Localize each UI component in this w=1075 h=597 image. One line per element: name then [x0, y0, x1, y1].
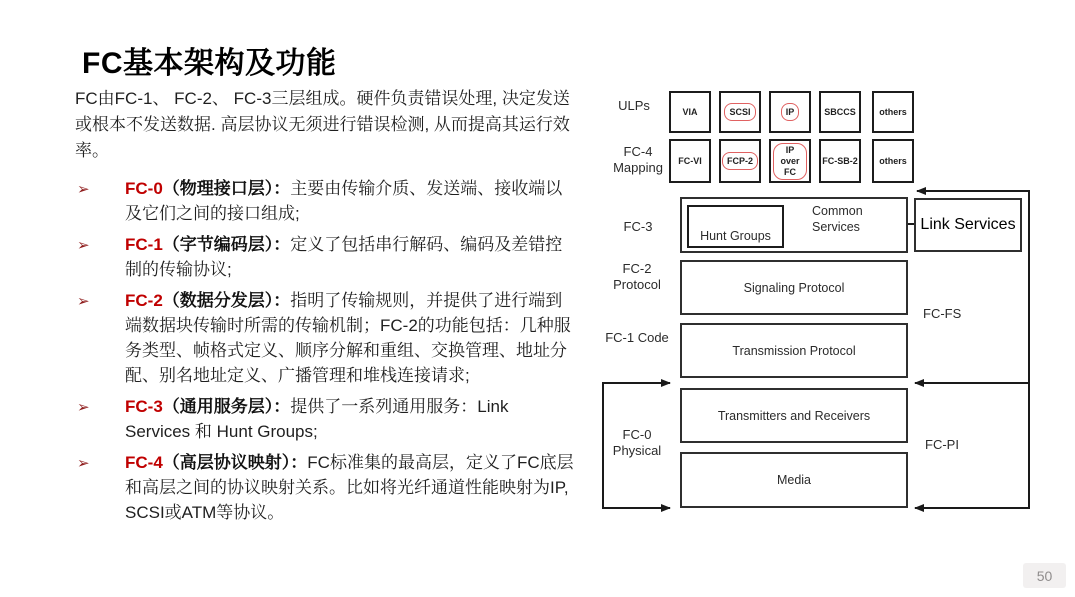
signaling-protocol-label: Signaling Protocol [743, 280, 845, 295]
fc-architecture-diagram [598, 78, 1035, 523]
fc4-box-label: others [879, 156, 907, 166]
intro-paragraph: FC由FC-1、 FC-2、 FC-3三层组成。硬件负责错误处理, 决定发送或根本不发送数据. 高层协议无须进行错误检测, 从而提高其运行效率。 [75, 89, 570, 160]
fc4-box-fcsb2 [819, 139, 861, 183]
ulp-box-label: SBCCS [824, 107, 856, 117]
bullet-arrow-icon: ➢ [77, 237, 90, 254]
row-label-ulps: ULPs [618, 98, 650, 113]
transmitters-receivers-box [680, 388, 908, 443]
bullet-desc: 指明了传输规则，并提供了进行端到端数据块传输时所需的传输机制；FC-2的功能包括：几种服务类型、帧格式定义、顺序分解和重组、交换管理、地址分配、别名地址定义、广播管理和堆栈连接请求; [125, 291, 571, 385]
fc4-box-fcp2 [719, 139, 761, 183]
ulp-box-label-highlighted: SCSI [724, 103, 755, 121]
ulp-box-label: others [879, 107, 907, 117]
bullet-arrow-icon: ➢ [77, 399, 90, 416]
link-services-label: Link Services [920, 216, 1016, 233]
bullet-item-fc2 [75, 288, 575, 388]
page-title: FC基本架构及功能 [82, 47, 337, 80]
ulp-box-label-highlighted: IP [781, 103, 800, 121]
bullet-arrow-icon: ➢ [77, 293, 90, 310]
bullet-label: （通用服务层）： [162, 397, 291, 416]
hunt-groups-box [687, 205, 784, 248]
bullet-arrow-icon: ➢ [77, 455, 90, 472]
ulp-box-scsi [719, 91, 761, 133]
ulp-box-ip [769, 91, 811, 133]
bullet-item-fc3 [75, 394, 575, 444]
bullet-desc: 定义了包括串行解码、编码及差错控制的传输协议; [125, 235, 563, 279]
page-number-badge [1023, 563, 1066, 588]
ulp-box-sbccs [819, 91, 861, 133]
media-box [680, 452, 908, 508]
ulp-box-others [872, 91, 914, 133]
bullet-desc: FC标准集的最高层，定义了FC底层和高层之间的协议映射关系。比如将光纤通道性能映射为IP, SCSI或ATM等协议。 [125, 453, 574, 522]
bullet-item-fc4 [75, 450, 575, 525]
bullet-list [75, 176, 575, 531]
bullet-term: FC-3 [125, 397, 163, 416]
row-label-fc1: FC-1 Code [605, 330, 669, 345]
fc4-box-others [872, 139, 914, 183]
hunt-groups-label: Hunt Groups [700, 229, 771, 243]
fcpi-standard-label: FC-PI [925, 437, 959, 452]
bullet-label: （物理接口层）： [162, 179, 291, 198]
page-number: 50 [1036, 567, 1053, 584]
signaling-protocol-box [680, 260, 908, 315]
link-services-box [914, 198, 1022, 252]
bullet-label: （数据分发层）： [162, 291, 291, 310]
bullet-desc: 主要由传输介质、发送端、接收端以及它们之间的接口组成; [125, 179, 563, 223]
row-label-fc3: FC-3 [623, 219, 653, 234]
row-label-fc4: FC-4 Mapping [613, 144, 663, 175]
fc4-box-ipoverfc [769, 139, 811, 183]
media-label: Media [776, 473, 812, 487]
row-label-fc0: FC-0 Physical [612, 427, 662, 458]
bullet-label: （字节编码层）： [162, 235, 291, 254]
bullet-term: FC-0 [125, 179, 163, 198]
transmission-protocol-label: Transmission Protocol [732, 343, 856, 358]
bullet-arrow-icon: ➢ [77, 181, 90, 198]
fc4-box-fcvi [669, 139, 711, 183]
ulp-box-via [669, 91, 711, 133]
fc4-box-label: FC-VI [678, 156, 702, 166]
transmission-protocol-box [680, 323, 908, 378]
bullet-item-fc0 [75, 176, 575, 226]
bullet-term: FC-1 [125, 235, 163, 254]
bullet-item-fc1 [75, 232, 575, 282]
bullet-desc: 提供了一系列通用服务：Link Services 和 Hunt Groups; [125, 397, 509, 441]
ulp-box-label: VIA [682, 107, 698, 117]
bullet-term: FC-2 [125, 291, 163, 310]
common-services-box [680, 197, 908, 253]
transmitters-receivers-label: Transmitters and Receivers [717, 408, 871, 423]
row-label-fc2: FC-2 Protocol [613, 261, 661, 292]
fc4-box-label-highlighted: FCP-2 [722, 152, 758, 170]
fcfs-standard-label: FC-FS [923, 306, 962, 321]
fc4-box-label: FC-SB-2 [822, 156, 858, 166]
bullet-term: FC-4 [125, 453, 163, 472]
common-services-label: Common Services [812, 204, 863, 234]
fc4-box-label-highlighted: IP over FC [773, 143, 807, 180]
bullet-label: （高层协议映射）： [162, 453, 308, 472]
